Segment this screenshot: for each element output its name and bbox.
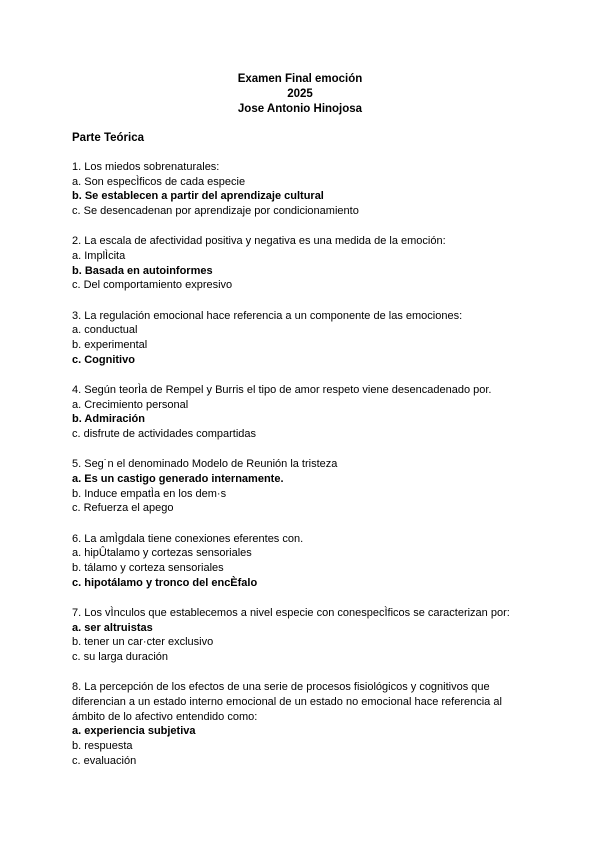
answer-option: b. respuesta <box>72 740 133 752</box>
document-header <box>0 72 600 117</box>
correct-answer-option: c. hipotálamo y tronco del encÈfalo <box>72 576 258 589</box>
correct-answer-option: a. experiencia subjetiva <box>72 725 196 738</box>
answer-option: c. su larga duración <box>72 650 168 663</box>
correct-answer-option: b. Admiración <box>72 413 145 426</box>
correct-answer-option: b. Basada en autoinformes <box>72 264 213 277</box>
answer-option: c. Refuerza el apego <box>72 502 174 515</box>
question-5 <box>72 457 532 516</box>
question-text: 8. La percepción de los efectos de una serie de procesos fisiológicos y cognitivos que diferencian a un estado interno emocional de un estado no emocional hace referencia al ámbito de lo afectivo entendido como: <box>72 681 502 723</box>
section-title: Parte Teórica <box>72 132 145 144</box>
answer-option: c. Se desencadenan por aprendizaje por condicionamiento <box>72 205 359 218</box>
answer-option: a. conductual <box>72 324 138 337</box>
answer-option: c. Del comportamiento expresivo <box>72 279 233 292</box>
question-text: 7. Los vÌnculos que establecemos a nivel especie con conespecÌficos se caracterizan por: <box>72 606 510 619</box>
answer-option: a. hipÛtalamo y cortezas sensoriales <box>72 547 252 560</box>
question-2 <box>72 234 532 293</box>
question-8 <box>72 680 532 768</box>
correct-answer-option: b. Se establecen a partir del aprendizaje cultural <box>72 190 324 203</box>
answer-option: b. experimental <box>72 339 148 352</box>
answer-option: c. evaluación <box>72 754 137 767</box>
question-text: 6. La amÌgdala tiene conexiones eferentes con. <box>72 532 304 545</box>
question-6 <box>72 532 532 591</box>
correct-answer-option: a. Es un castigo generado internamente. <box>72 472 284 485</box>
answer-option: a. ImplÌcita <box>72 250 126 263</box>
question-7 <box>72 606 532 665</box>
correct-answer-option: c. Cognitivo <box>72 353 135 366</box>
answer-option: b. tener un car·cter exclusivo <box>72 636 214 649</box>
answer-option: b. tálamo y corteza sensoriales <box>72 561 224 574</box>
question-list <box>72 160 532 784</box>
question-text: 4. Según teorÌa de Rempel y Burris el tipo de amor respeto viene desencadenado por. <box>72 383 492 396</box>
question-1 <box>72 160 532 219</box>
exam-author: Jose Antonio Hinojosa <box>237 103 363 115</box>
question-3 <box>72 309 532 368</box>
question-text: 3. La regulación emocional hace referencia a un componente de las emociones: <box>72 309 463 322</box>
answer-option: a. Crecimiento personal <box>72 398 189 411</box>
answer-option: b. Induce empatÌa en los dem·s <box>72 487 227 500</box>
exam-year: 2025 <box>287 88 313 100</box>
answer-option: c. disfrute de actividades compartidas <box>72 428 257 441</box>
question-text: 2. La escala de afectividad positiva y negativa es una medida de la emoción: <box>72 235 446 248</box>
question-text: 5. Seg˙n el denominado Modelo de Reunión la tristeza <box>72 458 338 471</box>
exam-title: Examen Final emoción <box>237 73 363 85</box>
question-4 <box>72 383 532 442</box>
question-text: 1. Los miedos sobrenaturales: <box>72 161 220 173</box>
answer-option: a. Son especÌficos de cada especie <box>72 175 246 188</box>
correct-answer-option: a. ser altruistas <box>72 621 153 634</box>
